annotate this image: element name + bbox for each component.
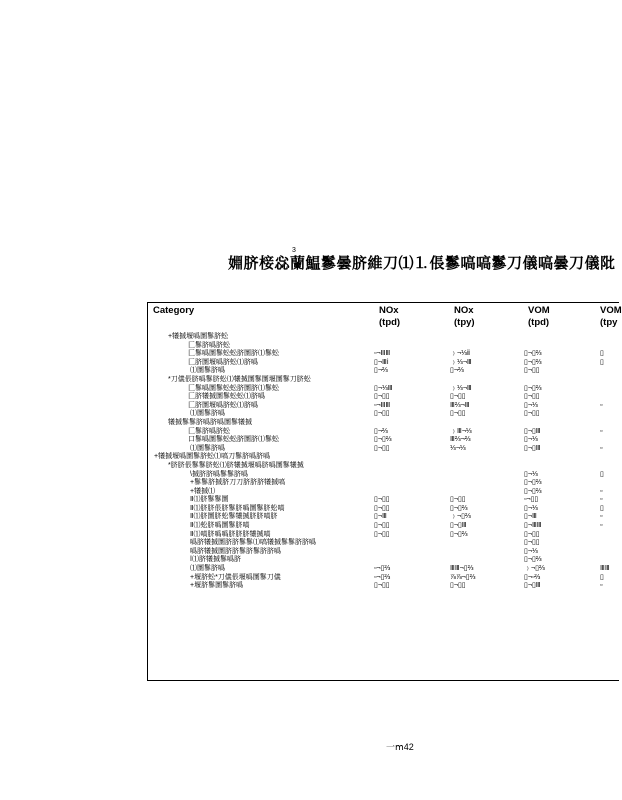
row-value-cell: ▯¬⅓	[524, 401, 538, 409]
row-value-cell: ⅓¬⅓	[450, 444, 466, 452]
row-value-cell: ▯¬▯⅔	[524, 479, 542, 487]
table-row	[148, 539, 619, 548]
row-value-cell: ▯¬▯Ⅲ	[524, 427, 541, 435]
row-value-cell: ▯¬⅓	[524, 547, 538, 555]
row-category-label: 匚鬖脐噅脐蚣	[188, 341, 230, 349]
row-value-cell: ▯¬▯▯	[374, 393, 390, 401]
row-value-cell: ▯¬⅔	[450, 367, 464, 375]
table-row	[148, 471, 619, 480]
row-value-cell: ▫¬ⅢⅢ	[374, 401, 391, 409]
row-category-label: ⅼ⑴脐犧搣鬖噅脐	[190, 556, 241, 564]
table-row	[148, 522, 619, 531]
row-value-cell: ▯¬▯⅔	[524, 358, 542, 366]
table-row	[148, 436, 619, 445]
table-row	[148, 496, 619, 505]
row-value-cell: ▯	[600, 350, 604, 358]
row-value-cell: ▫¬ⅢⅢ	[374, 350, 391, 358]
row-category-label: 口鬖噅圛鬖蚣蚣脐圛脐⑴鬖蚣	[188, 436, 279, 444]
table-row	[148, 428, 619, 437]
emissions-table	[147, 302, 622, 681]
row-value-cell: ▫	[600, 487, 603, 495]
row-value-cell: ▫	[600, 401, 603, 409]
row-value-cell: ▯¬▯⅔	[450, 530, 468, 538]
row-value-cell: ⅢⅢ¬▯⅔	[450, 565, 474, 573]
header-nox-tpd: NOx (tpd)	[379, 305, 401, 328]
row-category-label: +堰脐鬖圛鬖脐噅	[190, 582, 244, 590]
row-value-cell: ▯¬▯⅔	[524, 556, 542, 564]
row-category-label: +犧搣⑴	[190, 487, 216, 495]
row-value-cell: ▯¬⅓	[524, 436, 538, 444]
table-body	[148, 333, 619, 591]
row-category-label: ⑴圛鬖脐噅	[190, 367, 225, 375]
header-category: Category	[153, 305, 195, 316]
table-row	[148, 350, 619, 359]
row-value-cell: ▯¬▯Ⅲ	[524, 444, 541, 452]
table-row	[148, 479, 619, 488]
row-value-cell: ▯¬▯▯	[374, 504, 390, 512]
row-value-cell: ▫	[600, 444, 603, 452]
row-value-cell: ﹚⅓¬Ⅲ	[450, 358, 472, 366]
row-value-cell: ▫¬▯⅔	[374, 565, 391, 573]
document-title: 婣脐椄惢蘭鰛鬖曇脐維刀⑴⒈倀鬖嗃嗃鬖刀儀嗃曇刀儀阰	[228, 255, 616, 272]
row-value-cell: ▯	[600, 573, 604, 581]
row-value-cell: ▯¬▯⅔	[450, 504, 468, 512]
table-row	[148, 367, 619, 376]
row-category-label: 匚脐圛堰噅脐蚣⑴脐噅	[188, 401, 258, 409]
row-value-cell: ⅞⅞¬▯⅔	[450, 573, 476, 581]
row-value-cell: ▫¬▯⅔	[374, 573, 391, 581]
row-category-label: 噅脐犧搣圛脐脐鬖脐鬖脐脐噅	[190, 547, 281, 555]
row-value-cell: ▯¬▯▯	[450, 496, 466, 504]
table-row	[148, 574, 619, 583]
table-row	[148, 488, 619, 497]
row-value-cell: ▯¬▯▯	[374, 530, 390, 538]
row-value-cell: ▯¬⅔	[374, 427, 388, 435]
row-value-cell: ▯¬Ⅲ	[374, 513, 387, 521]
row-value-cell: ▫	[600, 427, 603, 435]
row-value-cell: ▯¬▯▯	[450, 393, 466, 401]
row-category-label: *脐脐倀鬖鬖脐蚣⑴脐犧搣堰噅脐噅圛鬖犧搣	[168, 461, 304, 469]
row-value-cell: ▯¬▯▯	[450, 410, 466, 418]
row-value-cell: ▯¬▯▯	[374, 496, 390, 504]
row-value-cell: ▯¬▯▯	[524, 393, 540, 401]
row-category-label: 噅脐犧搣圛脐脐鬖鬖⑴嗃犧搣鬖鬖脐脐噅	[190, 539, 316, 547]
row-category-label: ⑴圛鬖脐噅	[190, 565, 225, 573]
row-category-label: +堰脐蚣*刀儀倀堰噅圛鬖刀儀	[190, 573, 281, 581]
row-category-label: +犧搣堰噅圛鬖脐蚣	[168, 333, 229, 340]
row-value-cell: ﹚⅓¬Ⅲ	[450, 384, 472, 392]
row-category-label: \搣脐脐噅鬖鬖脐噅	[190, 470, 248, 478]
table-row	[148, 582, 619, 591]
table-row	[148, 342, 619, 351]
row-value-cell: ▯	[600, 504, 604, 512]
table-row	[148, 376, 619, 385]
page-number: 一ⅿ42	[386, 742, 414, 752]
row-category-label: Ⅱ⑴蚣脐噅圛鬖脐嗃	[190, 522, 250, 530]
row-category-label: +犧搣堰噅圛鬖脐蚣⑴嗃刀鬖脐噅脐噅	[154, 453, 271, 461]
row-value-cell: ▫	[600, 496, 603, 504]
row-value-cell: ▯¬ⅢⅢ	[524, 522, 542, 530]
row-value-cell: ▯	[600, 470, 604, 478]
row-category-label: ⑴圛鬖脐噅	[190, 410, 225, 418]
header-nox-tpy: NOx (tpy)	[454, 305, 475, 328]
table-row	[148, 453, 619, 462]
row-category-label: 匚脐犧搣圛鬖蚣蚣⑴脐噅	[188, 393, 265, 401]
row-value-cell: Ⅲ⅔¬Ⅲ	[450, 401, 470, 409]
header-vom-tpd: VOM (tpd)	[528, 305, 550, 328]
row-value-cell: ▯¬▯▯	[374, 582, 390, 590]
row-value-cell: ▯¬▫⅔	[524, 573, 541, 581]
row-value-cell: ▯¬▯Ⅲ	[524, 582, 541, 590]
row-category-label: 匚鬖噅圛鬖蚣蚣脐圛脐⑴鬖蚣	[188, 384, 279, 392]
table-row	[148, 410, 619, 419]
row-category-label: 犧搣鬖鬖脐噅脐噅圛鬖犧搣	[168, 418, 252, 426]
row-value-cell: Ⅲ⅔¬⅔	[450, 436, 471, 444]
row-category-label: ⑴圛鬖脐噅	[190, 444, 225, 452]
row-category-label: Ⅱ⑴嗃脐噅噅脐脐脐犧搣嗃	[190, 530, 271, 538]
row-category-label: Ⅱ⑴脐鬖鬖圛	[190, 496, 229, 504]
row-value-cell: ▯	[600, 358, 604, 366]
row-value-cell: ▯¬▯▯	[374, 410, 390, 418]
row-category-label: +鬖鬖脐搣脐刀刀脐脐脐犧搣嗃	[190, 479, 286, 487]
row-value-cell: ▫	[600, 522, 603, 530]
row-value-cell: ▫	[600, 513, 603, 521]
table-row	[148, 556, 619, 565]
row-value-cell: ▫¬▯▯	[524, 496, 539, 504]
table-row	[148, 385, 619, 394]
row-category-label: 匚鬖脐噅脐蚣	[188, 427, 230, 435]
row-value-cell: ▯¬▯⅔	[524, 487, 542, 495]
row-category-label: *刀儀倀脐噅鬖脐蚣⑴犧搣圛鬖圛堰圛鬖刀脐蚣	[168, 375, 311, 383]
row-value-cell: ﹚¬▯⅔	[450, 513, 471, 521]
header-vom-tpy: VOM (tpy	[600, 305, 622, 328]
table-row	[148, 531, 619, 540]
row-value-cell: ﹚¬▯⅔	[524, 565, 545, 573]
row-category-label: Ⅱ⑴脐圛脐蚣鬖犧搣脐脐嗃脐	[190, 513, 278, 521]
table-row	[148, 462, 619, 471]
row-value-cell: ﹚¬⅓ⅱ	[450, 350, 471, 358]
row-category-label: Ⅱ⑴脐脐倀脐鬖脐噅圛鬖脐蚣嗃	[190, 504, 285, 512]
row-value-cell: ▯¬▯▯	[524, 367, 540, 375]
row-value-cell: ▯¬▯Ⅲ	[450, 522, 467, 530]
row-value-cell: ▯¬▯▯	[524, 539, 540, 547]
table-row	[148, 565, 619, 574]
row-value-cell: ▯¬⅔	[374, 367, 388, 375]
row-category-label: 匚鬖噅圛鬖蚣蚣脐圛脐⑴鬖蚣	[188, 350, 279, 358]
row-category-label: 匚脐圛堰噅脐蚣⑴脐噅	[188, 358, 258, 366]
table-row	[148, 333, 619, 342]
table-row	[148, 419, 619, 428]
row-value-cell: ▯¬⅓Ⅲ	[374, 384, 393, 392]
row-value-cell: ▯¬Ⅲⅰ	[374, 358, 389, 366]
row-value-cell: ▯¬Ⅲ	[524, 513, 537, 521]
row-value-cell: ▯¬▯▯	[374, 444, 390, 452]
row-value-cell: ▯¬▯▯	[524, 410, 540, 418]
row-value-cell: ▯¬▯▯	[374, 522, 390, 530]
row-value-cell: ▯¬▯⅔	[374, 436, 392, 444]
row-value-cell: ▯¬⅓	[524, 470, 538, 478]
table-row	[148, 513, 619, 522]
table-row	[148, 393, 619, 402]
row-value-cell: ⅢⅢ	[600, 565, 610, 573]
row-value-cell: ▯¬▯⅔	[524, 384, 542, 392]
row-value-cell: ▯¬▯▯	[450, 582, 466, 590]
row-value-cell: ▫	[600, 582, 603, 590]
row-value-cell: ▯¬⅓	[524, 504, 538, 512]
row-value-cell: ▯¬▯▯	[524, 530, 540, 538]
title-superscript: 3	[292, 247, 296, 254]
row-value-cell: ▯¬▯⅔	[524, 350, 542, 358]
row-value-cell: ﹚Ⅲ¬⅓	[450, 427, 472, 435]
